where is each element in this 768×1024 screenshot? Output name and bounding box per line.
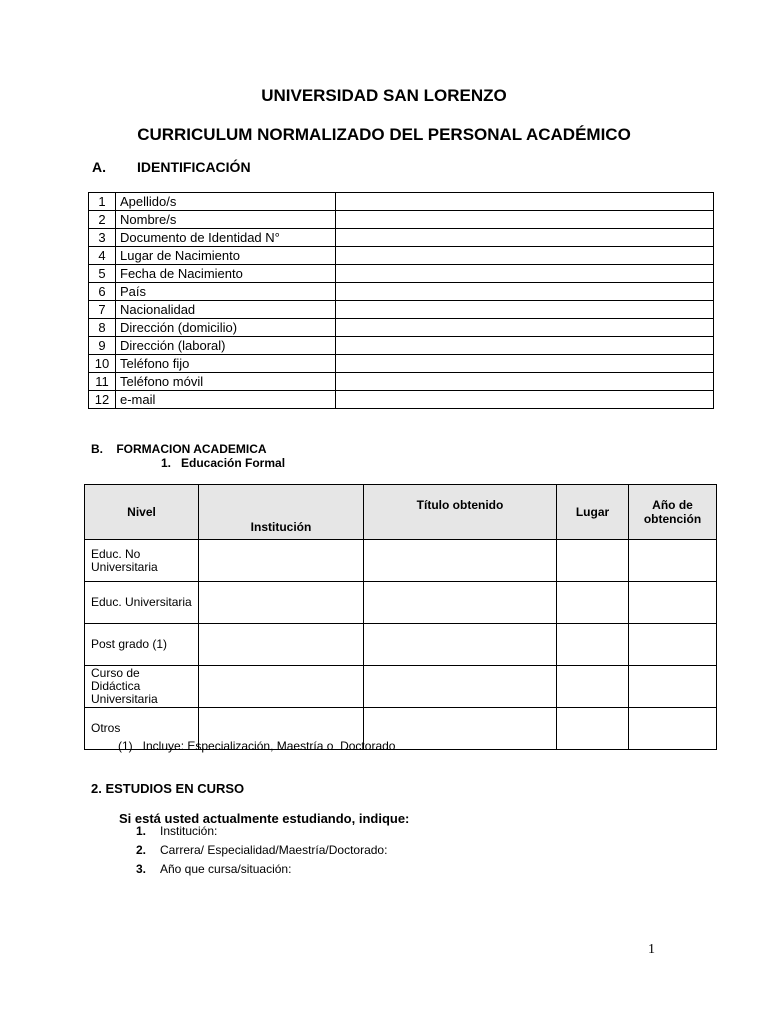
item-label: Año que cursa/situación: (160, 862, 292, 876)
section-2-subtitle: Si está usted actualmente estudiando, indique: (119, 811, 410, 826)
column-header-ano-obtencion: Año de obtención (629, 485, 717, 540)
field-value-pais[interactable] (336, 283, 714, 301)
section-b-title: B. FORMACION ACADEMICA (91, 442, 267, 456)
column-header-nivel: Nivel (85, 485, 199, 540)
titulo-cell[interactable] (364, 540, 557, 582)
field-value-telefono-fijo[interactable] (336, 355, 714, 373)
table-row (89, 337, 714, 355)
page-number: 1 (648, 942, 655, 957)
field-label: Teléfono fijo (116, 355, 336, 373)
table-row (89, 301, 714, 319)
row-number: 2 (89, 211, 116, 229)
column-header-lugar: Lugar (557, 485, 629, 540)
field-value-nacionalidad[interactable] (336, 301, 714, 319)
field-label: Teléfono móvil (116, 373, 336, 391)
field-label: Fecha de Nacimiento (116, 265, 336, 283)
field-label: Lugar de Nacimiento (116, 247, 336, 265)
section-2-title: 2. ESTUDIOS EN CURSO (91, 781, 245, 796)
nivel-cell: Curso de Didáctica Universitaria (85, 666, 199, 708)
table-row (89, 391, 714, 409)
section-a-letter: A. (92, 159, 106, 175)
row-number: 9 (89, 337, 116, 355)
footnote-incluye: (1) Incluye: Especialización, Maestría o Doctorado (118, 739, 396, 753)
table-row (89, 373, 714, 391)
formal-education-table (84, 484, 717, 750)
titulo-cell[interactable] (364, 582, 557, 624)
field-value-documento[interactable] (336, 229, 714, 247)
nivel-cell: Post grado (1) (85, 624, 199, 666)
table-row (89, 193, 714, 211)
table-header-row (85, 485, 717, 540)
institucion-cell[interactable] (199, 624, 364, 666)
row-number: 4 (89, 247, 116, 265)
university-title: UNIVERSIDAD SAN LORENZO (261, 86, 507, 105)
table-row (89, 355, 714, 373)
institucion-cell[interactable] (199, 582, 364, 624)
row-number: 12 (89, 391, 116, 409)
item-number: 2. (136, 843, 147, 857)
row-number: 1 (89, 193, 116, 211)
field-label: Nacionalidad (116, 301, 336, 319)
table-row (89, 211, 714, 229)
section-b-subtitle: 1. Educación Formal (161, 456, 286, 470)
table-row (89, 229, 714, 247)
form-title: CURRICULUM NORMALIZADO DEL PERSONAL ACADÉMICO (137, 125, 631, 144)
list-item (136, 860, 387, 879)
field-label: Dirección (laboral) (116, 337, 336, 355)
lugar-cell[interactable] (557, 708, 629, 750)
column-header-titulo: Título obtenido (364, 485, 557, 540)
lugar-cell[interactable] (557, 540, 629, 582)
lugar-cell[interactable] (557, 666, 629, 708)
row-number: 8 (89, 319, 116, 337)
ano-cell[interactable] (629, 540, 717, 582)
nivel-cell: Otros (85, 708, 199, 750)
field-value-lugar-nacimiento[interactable] (336, 247, 714, 265)
nivel-cell: Educ. No Universitaria (85, 540, 199, 582)
table-row (89, 319, 714, 337)
row-number: 11 (89, 373, 116, 391)
field-value-direccion-laboral[interactable] (336, 337, 714, 355)
table-row (89, 265, 714, 283)
ano-cell[interactable] (629, 708, 717, 750)
item-number: 3. (136, 862, 147, 876)
field-label: Apellido/s (116, 193, 336, 211)
nivel-cell: Educ. Universitaria (85, 582, 199, 624)
field-label: País (116, 283, 336, 301)
row-number: 6 (89, 283, 116, 301)
identification-table (88, 192, 714, 409)
lugar-cell[interactable] (557, 624, 629, 666)
row-number: 10 (89, 355, 116, 373)
current-studies-list (136, 822, 387, 879)
ano-cell[interactable] (629, 582, 717, 624)
section-a-title: IDENTIFICACIÓN (137, 159, 251, 175)
row-number: 7 (89, 301, 116, 319)
row-number: 5 (89, 265, 116, 283)
field-label: Dirección (domicilio) (116, 319, 336, 337)
institucion-cell[interactable] (199, 540, 364, 582)
institucion-cell[interactable] (199, 666, 364, 708)
field-label: Nombre/s (116, 211, 336, 229)
item-label: Carrera/ Especialidad/Maestría/Doctorado: (160, 843, 388, 857)
list-item (136, 822, 387, 841)
field-value-apellidos[interactable] (336, 193, 714, 211)
table-row (85, 624, 717, 666)
field-label: Documento de Identidad N° (116, 229, 336, 247)
row-number: 3 (89, 229, 116, 247)
field-value-fecha-nacimiento[interactable] (336, 265, 714, 283)
field-value-telefono-movil[interactable] (336, 373, 714, 391)
titulo-cell[interactable] (364, 666, 557, 708)
table-row (85, 582, 717, 624)
field-value-direccion-domicilio[interactable] (336, 319, 714, 337)
field-value-email[interactable] (336, 391, 714, 409)
table-row (89, 247, 714, 265)
field-value-nombres[interactable] (336, 211, 714, 229)
table-row (85, 540, 717, 582)
ano-cell[interactable] (629, 666, 717, 708)
titulo-cell[interactable] (364, 624, 557, 666)
field-label: e-mail (116, 391, 336, 409)
item-number: 1. (136, 824, 147, 838)
lugar-cell[interactable] (557, 582, 629, 624)
item-label: Institución: (160, 824, 218, 838)
list-item (136, 841, 387, 860)
table-row (89, 283, 714, 301)
ano-cell[interactable] (629, 624, 717, 666)
column-header-institucion: Institución (199, 485, 364, 540)
table-row (85, 666, 717, 708)
